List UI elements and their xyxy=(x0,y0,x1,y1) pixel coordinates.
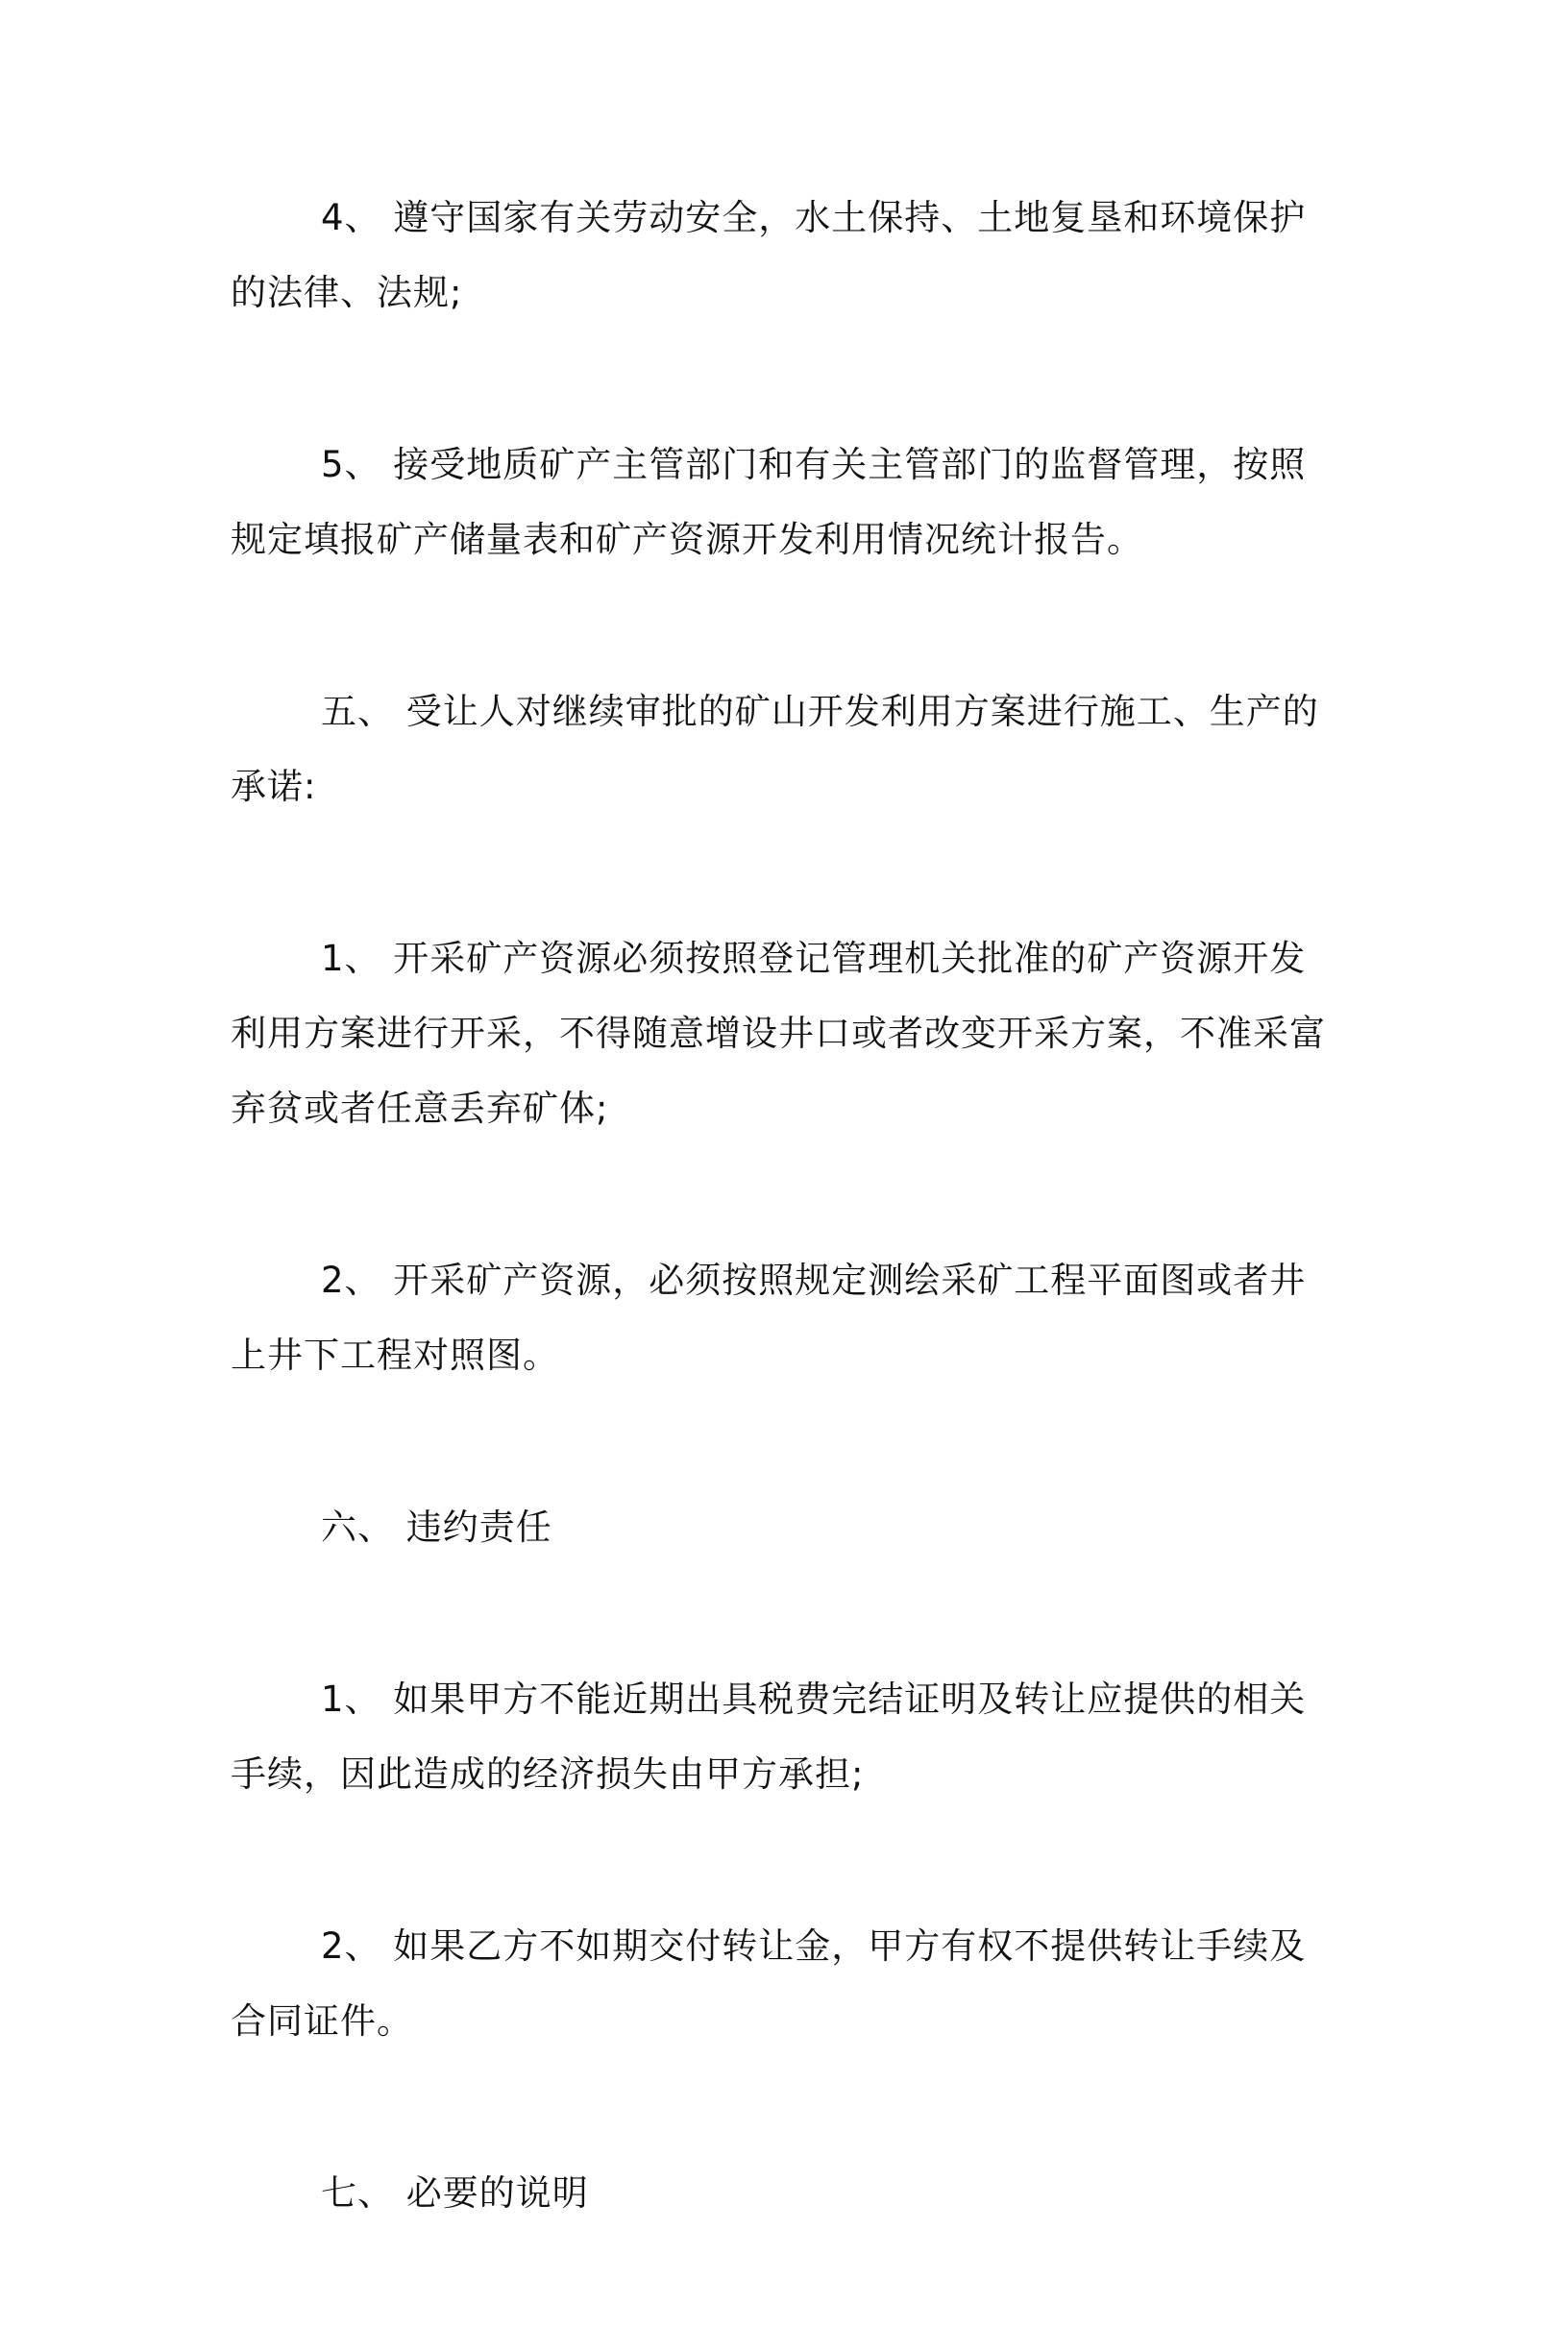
paragraph-item-5: 5、 接受地质矿产主管部门和有关主管部门的监督管理，按照规定填报矿产储量表和矿产资源开发利用情况统计报告。 xyxy=(231,444,1307,560)
paragraph-item-1: 1、 开采矿产资源必须按照登记管理机关批准的矿产资源开发利用方案进行开采，不得随意增设井口或者改变开采方案，不准采富弃贫或者任意丢弃矿体; xyxy=(231,938,1326,1129)
paragraph-liability-2: 2、 如果乙方不如期交付转让金，甲方有权不提供转让手续及合同证件。 xyxy=(231,1925,1307,2042)
paragraph-liability-1: 1、 如果甲方不能近期出具税费完结证明及转让应提供的相关手续，因此造成的经济损失由甲方承担; xyxy=(231,1679,1307,1795)
section-heading-6: 六、 违约责任 xyxy=(321,1507,552,1548)
section-heading-7: 七、 必要的说明 xyxy=(321,2172,589,2214)
paragraph-item-4: 4、 遵守国家有关劳动安全，水土保持、土地复垦和环境保护的法律、法规; xyxy=(231,197,1307,313)
paragraph-item-2: 2、 开采矿产资源，必须按照规定测绘采矿工程平面图或者井上井下工程对照图。 xyxy=(231,1260,1307,1376)
section-heading-5: 五、 受让人对继续审批的矿山开发利用方案进行施工、生产的承诺: xyxy=(231,691,1319,807)
document-body xyxy=(231,181,1326,2328)
